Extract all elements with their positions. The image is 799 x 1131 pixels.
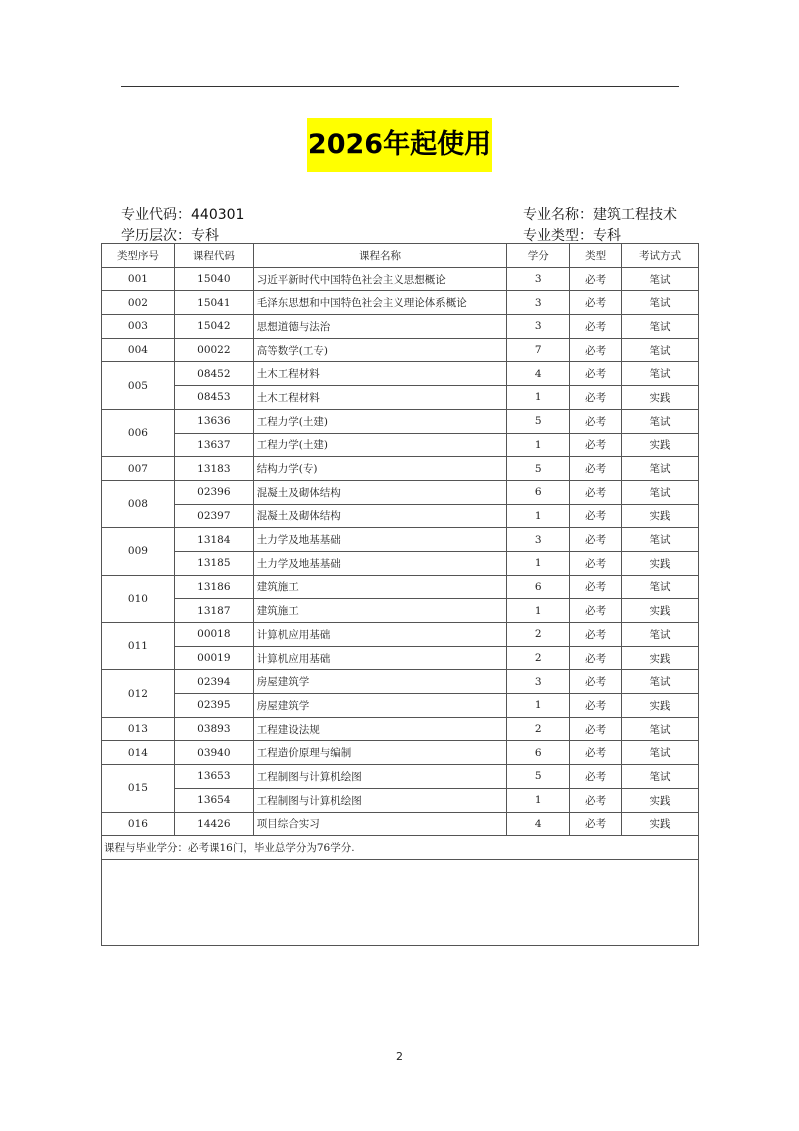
type-seq: 013: [102, 717, 175, 741]
table-row: [102, 480, 699, 504]
blank-remarks: [102, 859, 699, 945]
credits: 2: [507, 623, 570, 647]
course-name: 思想道德与法治: [253, 315, 507, 339]
credits: 1: [507, 694, 570, 718]
course-code: 13184: [174, 528, 253, 552]
table-row: [102, 646, 699, 670]
course-name: 土力学及地基基础: [253, 551, 507, 575]
course-name: 工程造价原理与编制: [253, 741, 507, 765]
course-code: 08453: [174, 386, 253, 410]
course-code: 00022: [174, 338, 253, 362]
column-header: 学分: [507, 244, 570, 268]
course-type: 必考: [570, 788, 622, 812]
course-type: 必考: [570, 551, 622, 575]
table-row: [102, 670, 699, 694]
course-code: 13653: [174, 765, 253, 789]
course-type: 必考: [570, 433, 622, 457]
page-title: 2026年起使用: [307, 118, 492, 172]
course-code: 13183: [174, 457, 253, 481]
credits: 4: [507, 362, 570, 386]
course-name: 计算机应用基础: [253, 646, 507, 670]
course-name: 房屋建筑学: [253, 694, 507, 718]
course-name: 土力学及地基基础: [253, 528, 507, 552]
course-type: 必考: [570, 315, 622, 339]
credits: 3: [507, 670, 570, 694]
course-code: 08452: [174, 362, 253, 386]
credits: 3: [507, 528, 570, 552]
type-seq: 005: [102, 362, 175, 409]
table-row: [102, 457, 699, 481]
course-code: 15040: [174, 267, 253, 291]
course-type: 必考: [570, 504, 622, 528]
credits: 1: [507, 433, 570, 457]
credits: 2: [507, 717, 570, 741]
course-type: 必考: [570, 765, 622, 789]
exam-method: 实践: [622, 433, 699, 457]
exam-method: 实践: [622, 646, 699, 670]
credits: 1: [507, 504, 570, 528]
course-type: 必考: [570, 386, 622, 410]
table-row: [102, 765, 699, 789]
course-type: 必考: [570, 480, 622, 504]
course-type: 必考: [570, 670, 622, 694]
course-type: 必考: [570, 267, 622, 291]
type-seq: 008: [102, 480, 175, 527]
exam-method: 笔试: [622, 267, 699, 291]
credit-note: 课程与毕业学分：必考课16门，毕业总学分为76学分.: [102, 836, 699, 860]
exam-method: 实践: [622, 504, 699, 528]
type-seq: 003: [102, 315, 175, 339]
credits: 2: [507, 646, 570, 670]
course-code: 00019: [174, 646, 253, 670]
table-row: [102, 409, 699, 433]
course-code: 00018: [174, 623, 253, 647]
table-row: [102, 338, 699, 362]
course-name: 项目综合实习: [253, 812, 507, 836]
course-name: 工程制图与计算机绘图: [253, 788, 507, 812]
course-type: 必考: [570, 717, 622, 741]
course-type: 必考: [570, 694, 622, 718]
type-seq: 009: [102, 528, 175, 575]
course-code: 13654: [174, 788, 253, 812]
course-name: 工程制图与计算机绘图: [253, 765, 507, 789]
course-name: 高等数学(工专): [253, 338, 507, 362]
course-code: 13187: [174, 599, 253, 623]
course-code: 13636: [174, 409, 253, 433]
table-row: [102, 551, 699, 575]
credits: 3: [507, 267, 570, 291]
course-code: 14426: [174, 812, 253, 836]
type-seq: 002: [102, 291, 175, 315]
course-name: 混凝土及砌体结构: [253, 480, 507, 504]
type-seq: 001: [102, 267, 175, 291]
exam-method: 实践: [622, 812, 699, 836]
course-name: 习近平新时代中国特色社会主义思想概论: [253, 267, 507, 291]
exam-method: 笔试: [622, 623, 699, 647]
table-row: [102, 741, 699, 765]
table-row: [102, 788, 699, 812]
type-seq: 012: [102, 670, 175, 717]
exam-method: 实践: [622, 599, 699, 623]
course-name: 建筑施工: [253, 599, 507, 623]
credits: 3: [507, 315, 570, 339]
credits: 5: [507, 765, 570, 789]
exam-method: 实践: [622, 386, 699, 410]
column-header: 类型序号: [102, 244, 175, 268]
exam-method: 实践: [622, 788, 699, 812]
exam-method: 笔试: [622, 741, 699, 765]
course-name: 土木工程材料: [253, 386, 507, 410]
table-row: [102, 528, 699, 552]
type-seq: 007: [102, 457, 175, 481]
course-name: 建筑施工: [253, 575, 507, 599]
exam-method: 笔试: [622, 717, 699, 741]
exam-method: 笔试: [622, 765, 699, 789]
type-seq: 010: [102, 575, 175, 622]
credits: 1: [507, 551, 570, 575]
course-code: 13185: [174, 551, 253, 575]
table-row: [102, 291, 699, 315]
credits: 3: [507, 291, 570, 315]
exam-method: 笔试: [622, 575, 699, 599]
course-code: 15041: [174, 291, 253, 315]
course-code: 02395: [174, 694, 253, 718]
credits: 1: [507, 386, 570, 410]
table-row: [102, 812, 699, 836]
exam-method: 笔试: [622, 315, 699, 339]
course-code: 02396: [174, 480, 253, 504]
course-type: 必考: [570, 599, 622, 623]
course-name: 工程力学(土建): [253, 409, 507, 433]
type-seq: 004: [102, 338, 175, 362]
course-name: 工程建设法规: [253, 717, 507, 741]
course-code: 13637: [174, 433, 253, 457]
exam-method: 笔试: [622, 409, 699, 433]
credits: 1: [507, 599, 570, 623]
course-type: 必考: [570, 457, 622, 481]
credits: 5: [507, 457, 570, 481]
course-name: 结构力学(专): [253, 457, 507, 481]
major-code: 专业代码：440301: [121, 207, 245, 223]
exam-method: 笔试: [622, 338, 699, 362]
course-name: 毛泽东思想和中国特色社会主义理论体系概论: [253, 291, 507, 315]
table-row: [102, 717, 699, 741]
course-code: 15042: [174, 315, 253, 339]
table-row: [102, 315, 699, 339]
exam-method: 笔试: [622, 480, 699, 504]
course-type: 必考: [570, 575, 622, 599]
credits: 6: [507, 741, 570, 765]
course-type: 必考: [570, 646, 622, 670]
course-type: 必考: [570, 409, 622, 433]
credits: 6: [507, 480, 570, 504]
table-row: [102, 267, 699, 291]
course-name: 工程力学(土建): [253, 433, 507, 457]
table-header: [102, 244, 699, 268]
course-type: 必考: [570, 362, 622, 386]
exam-method: 笔试: [622, 291, 699, 315]
page-number: 2: [396, 1050, 403, 1063]
column-header: 课程代码: [174, 244, 253, 268]
course-type: 必考: [570, 291, 622, 315]
credits: 7: [507, 338, 570, 362]
course-type: 必考: [570, 741, 622, 765]
table-row: [102, 575, 699, 599]
credits: 5: [507, 409, 570, 433]
course-code: 02397: [174, 504, 253, 528]
table-row: [102, 504, 699, 528]
table-row: [102, 433, 699, 457]
exam-method: 实践: [622, 694, 699, 718]
exam-method: 笔试: [622, 670, 699, 694]
type-seq: 016: [102, 812, 175, 836]
credits: 1: [507, 788, 570, 812]
table-row: [102, 599, 699, 623]
course-name: 土木工程材料: [253, 362, 507, 386]
course-table: [101, 243, 699, 946]
type-seq: 006: [102, 409, 175, 456]
education-level: 学历层次：专科: [121, 228, 219, 244]
course-name: 计算机应用基础: [253, 623, 507, 647]
table-row: [102, 694, 699, 718]
column-header: 类型: [570, 244, 622, 268]
exam-method: 笔试: [622, 528, 699, 552]
course-name: 混凝土及砌体结构: [253, 504, 507, 528]
exam-method: 笔试: [622, 362, 699, 386]
course-type: 必考: [570, 623, 622, 647]
column-header: 考试方式: [622, 244, 699, 268]
credits: 6: [507, 575, 570, 599]
major-type: 专业类型：专科: [523, 228, 621, 244]
course-type: 必考: [570, 528, 622, 552]
course-code: 03940: [174, 741, 253, 765]
exam-method: 笔试: [622, 457, 699, 481]
course-type: 必考: [570, 338, 622, 362]
course-name: 房屋建筑学: [253, 670, 507, 694]
exam-method: 实践: [622, 551, 699, 575]
credits: 4: [507, 812, 570, 836]
type-seq: 014: [102, 741, 175, 765]
column-header: 课程名称: [253, 244, 507, 268]
course-code: 02394: [174, 670, 253, 694]
table-row: [102, 623, 699, 647]
course-code: 03893: [174, 717, 253, 741]
type-seq: 015: [102, 765, 175, 812]
course-code: 13186: [174, 575, 253, 599]
table-row: [102, 386, 699, 410]
type-seq: 011: [102, 623, 175, 670]
header-rule: [121, 86, 679, 87]
course-type: 必考: [570, 812, 622, 836]
table-row: [102, 362, 699, 386]
major-name: 专业名称：建筑工程技术: [523, 207, 677, 223]
